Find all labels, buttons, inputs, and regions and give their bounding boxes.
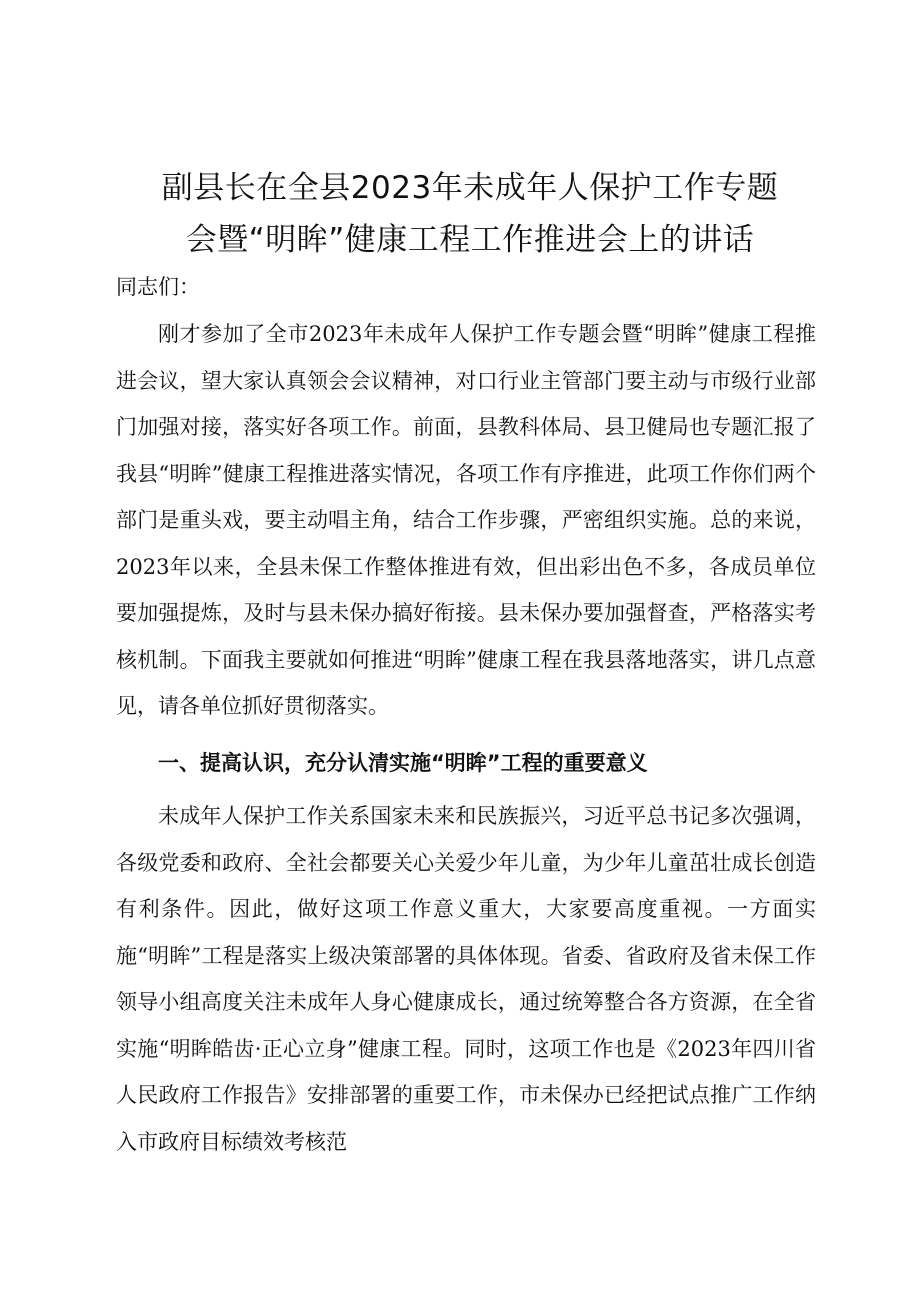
document-title-line-2: 会暨“明眸”健康工程工作推进会上的讲话 [185,222,755,258]
paragraph-opening: 刚才参加了全市2023年未成年人保护工作专题会暨“明眸”健康工程推进会议，望大家认真领会会议精神，对口行业主管部门要主动与市级行业部门加强对接，落实好各项工作。前面，县教科体局、县卫健局也专题汇报了我县“明眸”健康工程推进落实情况，各项工作有序推进，此项工作你们两个部门是重头戏，要主动唱主角，结合工作步骤，严密组织实施。总的来说，2023年以来，全县未保工作整体推进有效，但出彩出色不多，各成员单位要加强提炼，及时与县未保办搞好衔接。县未保办要加强督查，严格落实考核机制。下面我主要就如何推进“明眸”健康工程在我县落地落实，讲几点意见，请各单位抓好贯彻落实。 [116,322,816,718]
document-title-line-1: 副县长在全县2023年未成年人保护工作专题 [161,170,779,206]
paragraph-section-1: 未成年人保护工作关系国家未来和民族振兴，习近平总书记多次强调，各级党委和政府、全社会都要关心关爱少年儿童，为少年儿童茁壮成长创造有利条件。因此，做好这项工作意义重大，大家要高度重视。一方面实施“明眸”工程是落实上级决策部署的具体体现。省委、省政府及省未保工作领导小组高度关注未成年人身心健康成长，通过统筹整合各方资源，在全省实施“明眸皓齿·正心立身”健康工程。同时，这项工作也是《2023年四川省人民政府工作报告》安排部署的重要工作，市未保办已经把试点推广工作纳入市政府目标绩效考核范 [116,804,816,1154]
section-heading-1: 一、提高认识，充分认清实施“明眸”工程的重要意义 [158,751,648,775]
salutation: 同志们： [116,275,200,299]
